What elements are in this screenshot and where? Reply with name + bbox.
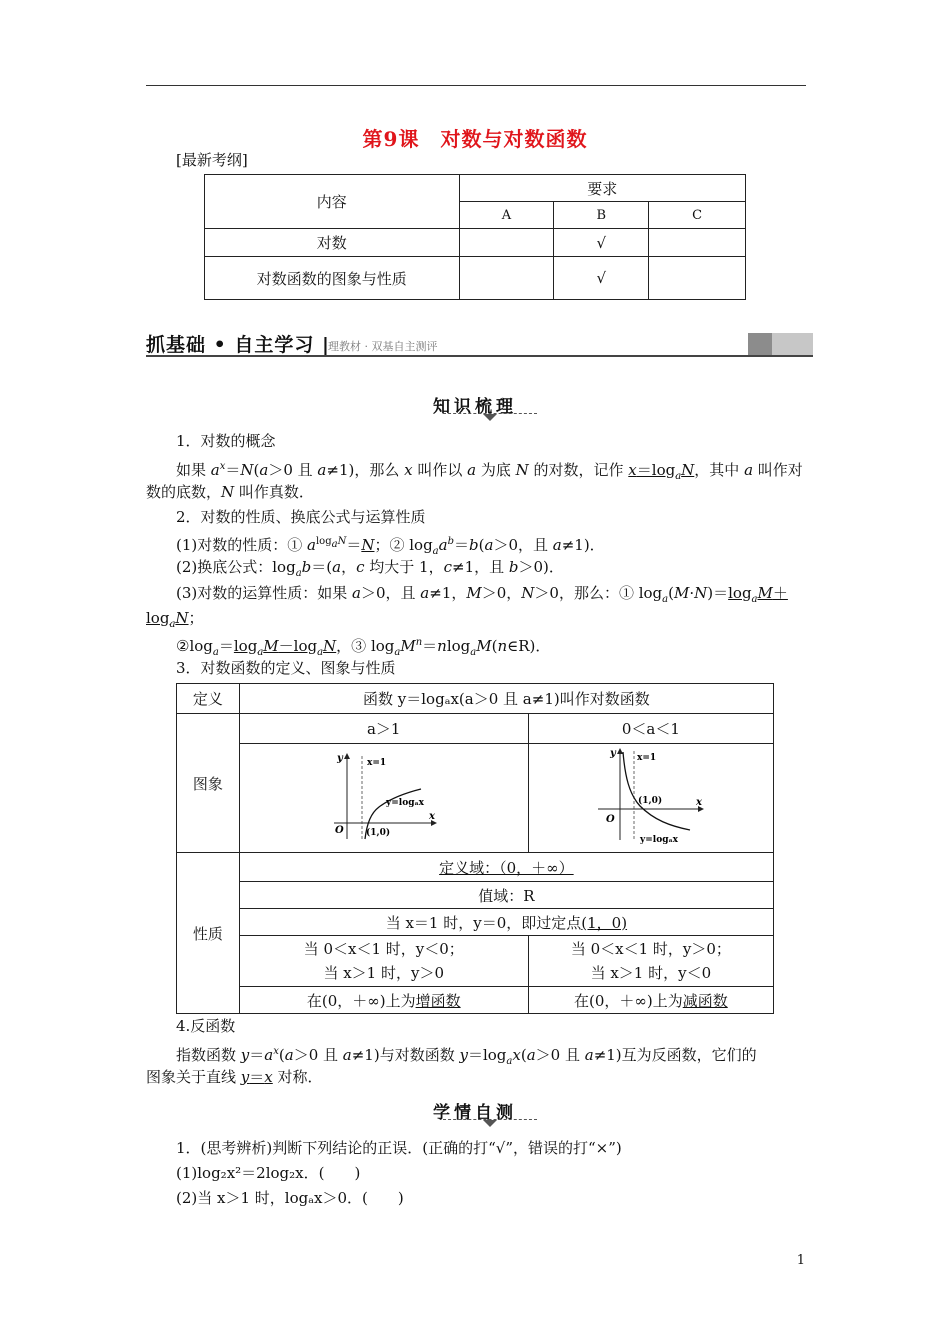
y-label: y [336,753,343,764]
def-label: 定义 [177,684,240,714]
def-text: 函数 y＝logₐx(a＞0 且 a≠1)叫作对数函数 [239,684,773,714]
triangle-marker-icon [483,1120,497,1127]
paragraph: (3)对数的运算性质：如果 a＞0，且 a≠1，M＞0，N＞0，那么：① $\log_a(M\cdot N)=\log_aM+$ [176,584,788,605]
table-row [205,257,746,300]
page-number: 1 [796,1253,805,1268]
subheading-3: 3．对数函数的定义、图象与性质 [176,659,396,677]
graph-label: 图象 [177,714,240,853]
banner-decoration [772,333,813,355]
syllabus-table [204,174,746,300]
requirement-header: 要求 [459,175,745,202]
domain-text: 定义域：（0，＋∞） [239,853,773,882]
y-axis-arrow-icon [344,753,350,759]
asymptote-label: x=1 [636,753,657,763]
paragraph: 如果 $a^x=N(a>0$ 且 a≠1)，那么 x 叫作以 a 为底 N 的对数，记作 $x=\log_aN$，其中 a 叫作对 [176,461,803,482]
log-function-table [176,683,774,1014]
origin-label: O [334,825,344,836]
mono-case-2: 在(0，＋∞)上为减函数 [528,987,773,1014]
row-c [649,229,746,257]
sign-case-2: 当 0＜x＜1 时，y＞0； 当 x＞1 时，y＜0 [528,936,773,987]
paragraph: 图象关于直线 y＝x 对称． [146,1068,323,1086]
row-b: √ [554,229,649,257]
curve-label: y=logₐx [639,835,678,845]
section-heading-self-test: 学情自测 [433,1103,517,1123]
level-b: B [554,202,649,229]
question-item-2: (2)当 x＞1 时，logₐx＞0．( ) [176,1189,404,1207]
level-a: A [459,202,554,229]
x-label: x [695,797,702,808]
prop-label: 性质 [177,853,240,1014]
content-header: 内容 [205,175,460,229]
paragraph: 数的底数，N 叫作真数． [146,483,314,501]
row-a [459,229,554,257]
paragraph: (1)对数的性质：① $a^{log_aN}=N$；② $\log_aa^b=b(a>0$，且 a≠1)． [176,536,605,557]
subheading-1: 1．对数的概念 [176,432,276,450]
banner-rule [146,355,813,357]
point-label: (1,0) [637,796,663,806]
sign-case-1: 当 0＜x＜1 时，y＜0； 当 x＞1 时，y＞0 [239,936,528,987]
row-c [649,257,746,300]
section-heading-knowledge: 知识梳理 [433,397,517,417]
row-name: 对数 [205,229,460,257]
subheading-2: 2．对数的性质、换底公式与运算性质 [176,508,426,526]
y-label: y [609,748,616,759]
subheading-4: 4.反函数 [176,1017,236,1035]
x-label: x [428,811,435,822]
paragraph: $②\log_a=\log_aM-\log_aN$，③ $\log_aM^n=nlog_aM(n\in R)$． [176,637,551,658]
level-c: C [649,202,746,229]
table-row [205,229,746,257]
question-item-1: (1)log₂x²＝2log₂x．( ) [176,1164,361,1182]
paragraph: (2)换底公式：$\log_ab=(a$，c 均大于 1，c≠1，且 b＞0)． [176,558,564,579]
y-axis-arrow-icon [617,748,623,754]
mono-case-1: 在(0，＋∞)上为增函数 [239,987,528,1014]
row-name: 对数函数的图象与性质 [205,257,460,300]
row-a [459,257,554,300]
asymptote-label: x=1 [366,758,386,768]
row-b: √ [554,257,649,300]
origin-label: O [605,814,615,825]
paragraph: $\log_aN$； [146,609,204,630]
paragraph: 指数函数 $y=a^x(a>0$ 且 a≠1)与对数函数 $y=\log_ax(a>0$ 且 a≠1)互为反函数，它们的 [176,1046,757,1067]
banner-subtitle: 理教材 · 双基自主测评 [328,340,438,353]
point-label: (1,0) [365,828,390,838]
fixed-point-text: 当 x＝1 时，y＝0，即过定点(1，0) [239,909,773,936]
curve-label: y=logₐx [385,798,424,808]
triangle-marker-icon [483,414,497,421]
graph-cell-2 [528,744,773,853]
syllabus-label: [最新考纲] [176,151,248,169]
graph-increasing [329,751,439,841]
question-stem: 1．(思考辨析)判断下列结论的正误．(正确的打“√”，错误的打“×”) [176,1139,622,1157]
graph-decreasing [596,746,706,846]
header-rule [146,85,806,86]
case-a-gt-1: a＞1 [239,714,528,744]
log-curve [623,752,690,830]
banner-title: 抓基础 • 自主学习 | [146,334,330,356]
range-text: 值域：R [239,882,773,909]
graph-cell-1 [239,744,528,853]
case-a-lt-1: 0＜a＜1 [528,714,773,744]
lesson-title: 第9课 对数与对数函数 [362,127,588,151]
banner-decoration [748,333,772,355]
